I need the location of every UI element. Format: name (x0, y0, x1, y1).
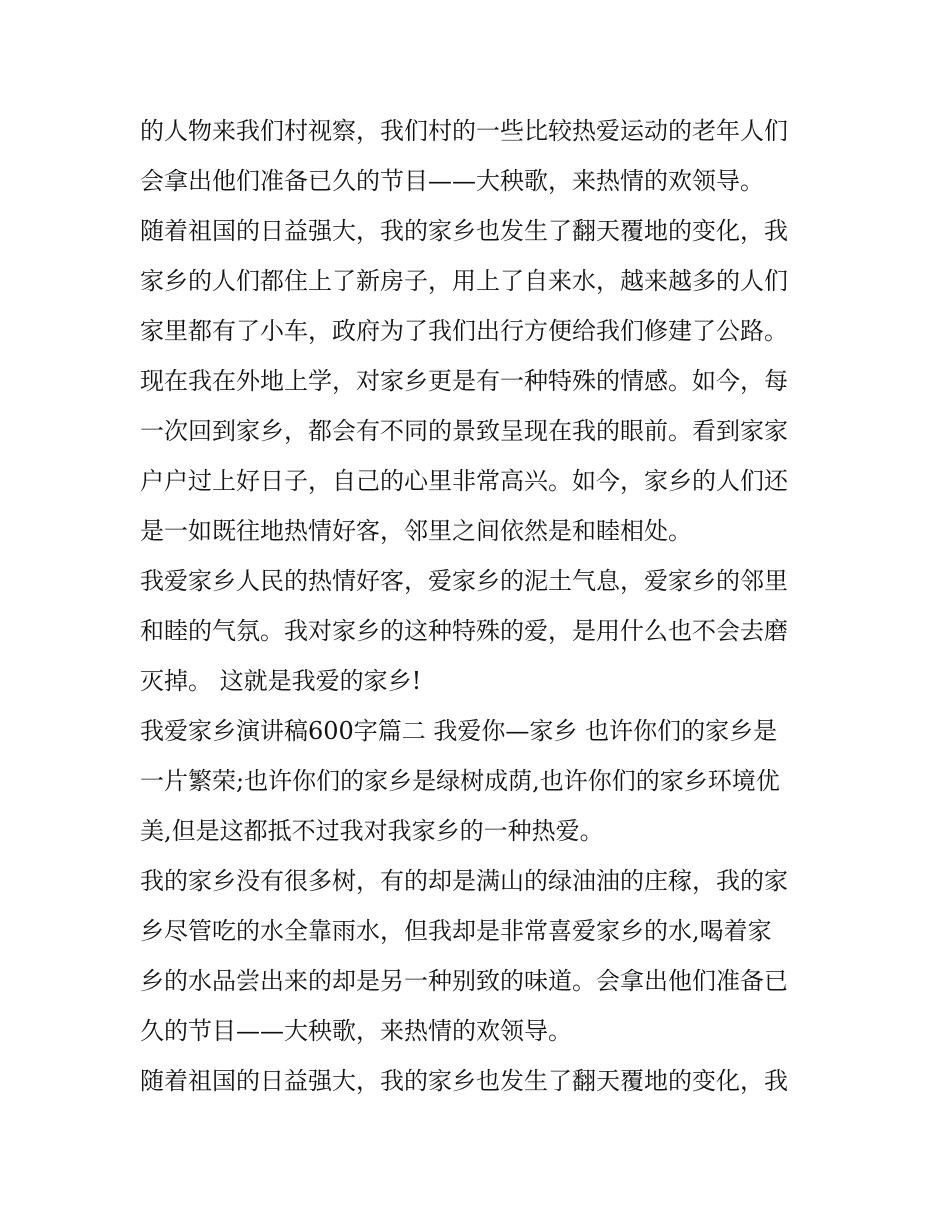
text-line: 户户过上好日子，自己的心里非常高兴。如今，家乡的人们还 (140, 467, 788, 495)
text-line: 一次回到家乡，都会有不同的景致呈现在我的眼前。看到家家 (140, 417, 788, 445)
text-line: 现在我在外地上学，对家乡更是有一种特殊的情感。如今，每 (140, 367, 788, 395)
document-body (140, 106, 820, 1106)
text-line: 灭掉。 这就是我爱的家乡! (140, 667, 422, 695)
text-line: 久的节目——大秧歌，来热情的欢领导。 (140, 1017, 572, 1045)
text-line: 随着祖国的日益强大，我的家乡也发生了翻天覆地的变化，我 (140, 1067, 788, 1095)
text-line: 会拿出他们准备已久的节目——大秧歌，来热情的欢领导。 (140, 167, 764, 195)
text-line: 美,但是这都抵不过我对我家乡的一种热爱。 (140, 817, 604, 845)
text-line: 家里都有了小车，政府为了我们出行方便给我们修建了公路。 (140, 317, 788, 345)
text-line: 乡尽管吃的水全靠雨水，但我却是非常喜爱家乡的水,喝着家 (140, 917, 772, 945)
text-line: 一片繁荣;也许你们的家乡是绿树成荫,也许你们的家乡环境优 (140, 767, 780, 795)
text-line: 的人物来我们村视察，我们村的一些比较热爱运动的老年人们 (140, 117, 788, 145)
text-line: 乡的水品尝出来的却是另一种别致的味道。会拿出他们准备已 (140, 967, 788, 995)
text-line: 我爱家乡演讲稿600字篇二 我爱你—家乡 也许你们的家乡是 (140, 717, 778, 745)
text-line: 家乡的人们都住上了新房子，用上了自来水，越来越多的人们 (140, 267, 788, 295)
text-line: 随着祖国的日益强大，我的家乡也发生了翻天覆地的变化，我 (140, 217, 788, 245)
text-line: 我爱家乡人民的热情好客，爱家乡的泥土气息，爱家乡的邻里 (140, 567, 788, 595)
text-line: 和睦的气氛。我对家乡的这种特殊的爱，是用什么也不会去磨 (140, 617, 788, 645)
text-line: 是一如既往地热情好客，邻里之间依然是和睦相处。 (140, 517, 692, 545)
text-line: 我的家乡没有很多树，有的却是满山的绿油油的庄稼，我的家 (140, 867, 788, 895)
